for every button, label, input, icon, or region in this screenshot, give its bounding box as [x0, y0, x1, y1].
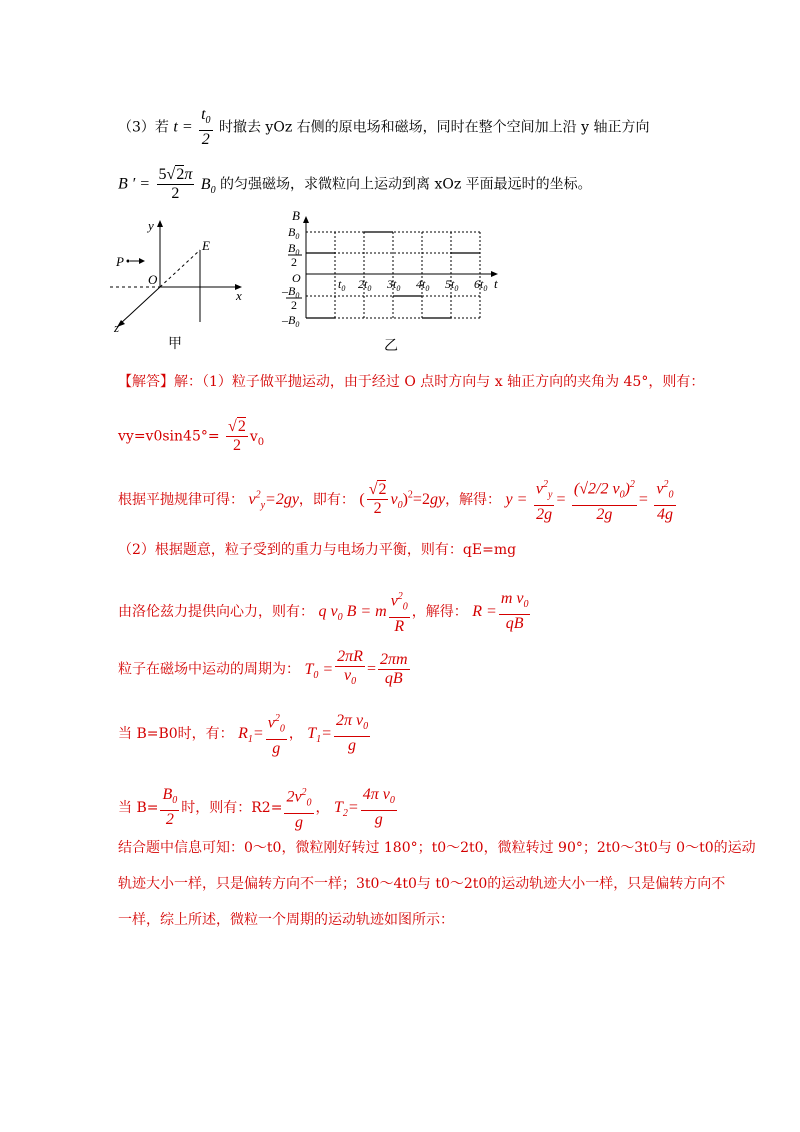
tlabel-2t0: $2t_0$ — [358, 277, 372, 293]
vy-formula: vy=v0sin45°= — [118, 428, 220, 445]
svg-text:2: 2 — [291, 298, 297, 312]
solution-p1: 【解答】解：（1）粒子做平抛运动，由于经过 O 点时方向与 x 轴正方向的夹角为 45°，则有： — [118, 374, 705, 390]
solution-p9-line1: 结合题中信息可知：0～t0，微粒刚好转过 180°；t0～2t0，微粒转过 90°；2t0～3t0与 0～t0的运动 — [118, 840, 756, 856]
caption-yi: 乙 — [384, 339, 398, 353]
label-z: z — [114, 320, 120, 335]
solution-p6: 粒子在磁场中运动的周期为： $T_0$ = $\frac{2\pi R}{v_0}$ = $\frac{2\pi m}{qB}$ — [118, 648, 408, 688]
label-P: P — [116, 254, 124, 269]
label-E: E — [202, 238, 210, 253]
solution-heading: 【解答】 — [118, 374, 174, 390]
tlabel-3t0: $3t_0$ — [387, 277, 401, 293]
question3-line1 — [118, 106, 649, 149]
figure-yi — [280, 208, 510, 353]
solution-p2: vy=v0sin45°= $\frac{√2}{2}$ $v_0$ — [118, 418, 265, 454]
fraction-5sqrt2pi-over-2: $\frac{5√2\pi}{2}$ — [158, 166, 193, 202]
figure-jia — [108, 212, 258, 352]
label-B: B — [292, 208, 300, 223]
solution-p8: 当 B= $\frac{B_0}{2}$ 时，则有：R2= $\frac{2v^2_0}{g}$ ， $T_2=$ $\frac{4\pi v_0}{g}$ — [118, 784, 399, 832]
q3-prefix: （3）若 — [118, 119, 169, 136]
ylabel-B0: $B_0$ — [288, 225, 300, 241]
solution-p9-line3: 一样，综上所述，微粒一个周期的运动轨迹如图所示： — [118, 912, 454, 928]
label-x: x — [236, 288, 242, 303]
solution-p7: 当 B=B0时，有： $R_1=$ $\frac{v^2_0}{g}$ ， $T_1=$ $\frac{2\pi v_0}{g}$ — [118, 710, 372, 758]
label-O: O — [292, 271, 301, 285]
formula-Bprime: B ′ = — [118, 175, 151, 193]
tlabel-t0: $t_0$ — [338, 277, 346, 293]
fraction-t0-over-2: $\frac{t_0}{2}$ — [201, 106, 211, 149]
q3-line1-text: 时撤去 yOz 右侧的原电场和磁场，同时在整个空间加上沿 y 轴正方向 — [218, 119, 650, 136]
label-t: t — [494, 276, 498, 291]
label-O: O — [148, 272, 158, 287]
solution-p9-line2: 轨迹大小一样，只是偏转方向不一样；3t0～4t0与 t0～2t0的运动轨迹大小一样，只是偏转方向不 — [118, 876, 726, 892]
label-y: y — [148, 218, 154, 233]
tlabel-4t0: $4t_0$ — [416, 277, 430, 293]
fraction-sqrt2-over-2: $\frac{√2}{2}$ — [228, 418, 246, 454]
formula-B0: $B_0$ — [200, 175, 216, 196]
ylabel-B0-half: $B_0$ — [288, 241, 300, 257]
tlabel-5t0: $5t_0$ — [445, 277, 459, 293]
tlabel-6t0: $6t_0$ — [474, 277, 488, 293]
svg-text:2: 2 — [291, 255, 297, 269]
ylabel-neg-B0: $-B_0$ — [282, 313, 300, 329]
formula-t-equals: t = — [173, 118, 193, 136]
q3-line2-text: 的匀强磁场，求微粒向上运动到离 xOz 平面最远时的坐标。 — [220, 176, 592, 193]
question3-line2 — [118, 166, 592, 203]
solution-p3: 根据平抛规律可得： $v^2_y=2gy$，即有： ( $\frac{√2}{2}$ $v_0)^2=2gy$，解得： y = $\frac{v^2_y}{2g}$ = $\frac{(√2/2 v_0)^2}{2g}$ = $\frac{v^2_0}{4g}$ — [118, 476, 678, 524]
solution-p4: （2）根据题意，粒子受到的重力与电场力平衡，则有：qE=mg — [118, 542, 517, 558]
solution-p5: 由洛伦兹力提供向心力，则有： q $v_0$ B = m $\frac{v^2_0}{R}$ ，解得： R = $\frac{m v_0}{qB}$ — [118, 588, 532, 636]
ylabel-neg-B0-half: $-B_0$ — [282, 284, 300, 300]
caption-jia: 甲 — [168, 337, 182, 352]
